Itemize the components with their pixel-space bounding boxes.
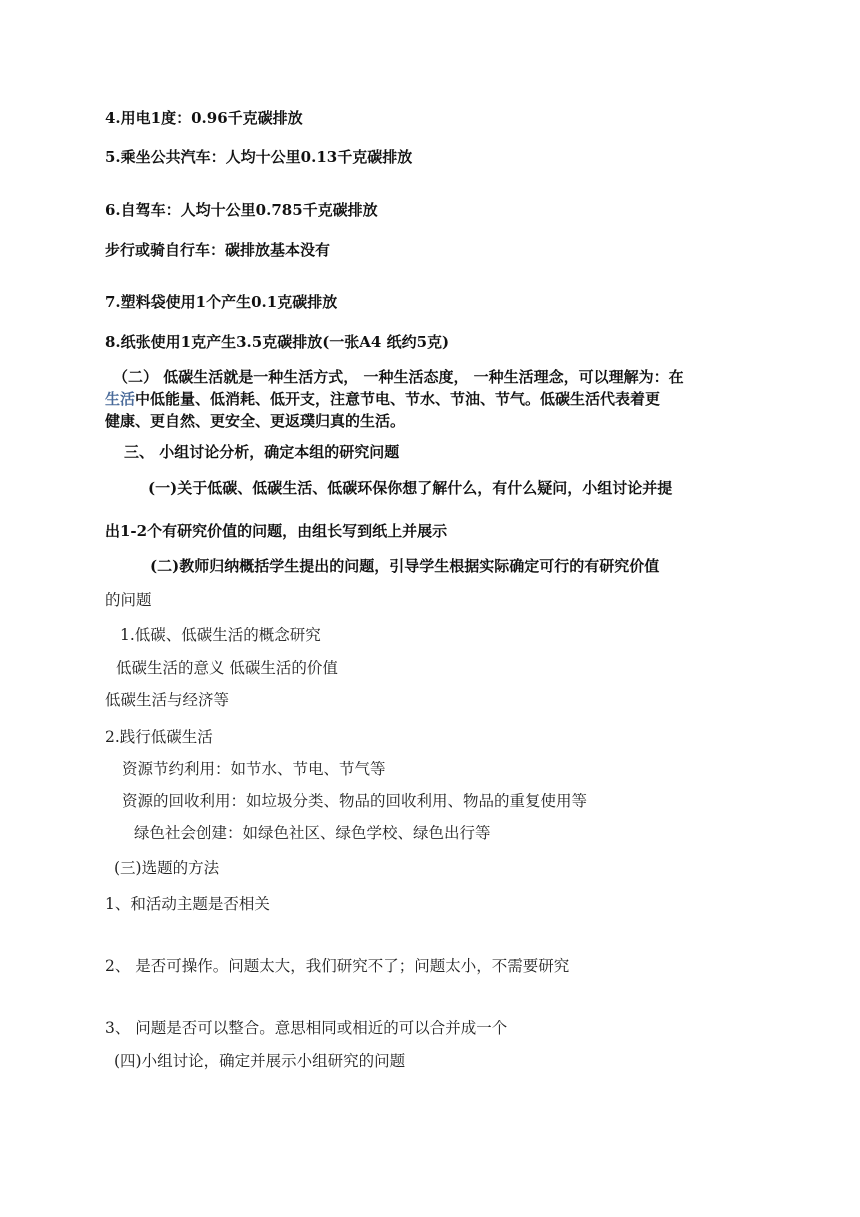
method-3: 3、 问题是否可以整合。意思相同或相近的可以合并成一个 <box>105 1019 508 1037</box>
topic-2-resource-recycling: 资源的回收利用：如垃圾分类、物品的回收利用、物品的重复使用等 <box>122 792 588 810</box>
method-1: 1、和活动主题是否相关 <box>105 895 270 913</box>
subsection-three-heading: (三)选题的方法 <box>114 859 220 877</box>
carbon-item-plastic-bag: 7.塑料袋使用1个产生0.1克碳排放 <box>105 293 338 311</box>
carbon-item-electricity: 4.用电1度：0.96千克碳排放 <box>105 109 303 127</box>
section-three-heading: 三、 小组讨论分析，确定本组的研究问题 <box>124 443 400 461</box>
topic-2-resource-saving: 资源节约利用：如节水、节电、节气等 <box>122 760 386 778</box>
topic-2-green-society: 绿色社会创建：如绿色社区、绿色学校、绿色出行等 <box>134 824 491 842</box>
subsection-one-line-1: (一)关于低碳、低碳生活、低碳环保你想了解什么，有什么疑问，小组讨论并提 <box>148 479 673 497</box>
carbon-item-car: 6.自驾车：人均十公里0.785千克碳排放 <box>105 201 378 219</box>
topic-1-heading: 1.低碳、低碳生活的概念研究 <box>120 626 321 644</box>
subsection-two-line-1: (二)教师归纳概括学生提出的问题，引导学生根据实际确定可行的有研究价值 <box>150 557 660 575</box>
definition-paragraph-line-2 <box>105 389 660 409</box>
subsection-one-line-2: 出1-2个有研究价值的问题，由组长写到纸上并展示 <box>105 522 448 540</box>
carbon-item-bus: 5.乘坐公共汽车：人均十公里0.13千克碳排放 <box>105 148 413 166</box>
definition-paragraph-line-3: 健康、更自然、更安全、更返璞归真的生活。 <box>105 412 406 430</box>
topic-2-heading: 2.践行低碳生活 <box>105 728 213 746</box>
subsection-two-line-2: 的问题 <box>105 591 152 609</box>
topic-1-details: 低碳生活的意义 低碳生活的价值 <box>116 659 338 677</box>
carbon-item-paper: 8.纸张使用1克产生3.5克碳排放(一张A4 纸约5克) <box>105 333 450 351</box>
highlighted-word: 生活 <box>105 390 136 408</box>
carbon-item-walk-bike: 步行或骑自行车：碳排放基本没有 <box>105 241 331 259</box>
definition-paragraph-line-1: （二） 低碳生活就是一种生活方式， 一种生活态度， 一种生活理念，可以理解为：在 <box>113 368 684 386</box>
method-2: 2、 是否可操作。问题太大，我们研究不了；问题太小，不需要研究 <box>105 957 570 975</box>
subsection-four-heading: (四)小组讨论，确定并展示小组研究的问题 <box>114 1052 406 1070</box>
topic-1-economy: 低碳生活与经济等 <box>105 691 230 709</box>
definition-paragraph-line-2-rest: 中低能量、低消耗、低开支，注意节电、节水、节油、节气。低碳生活代表着更 <box>135 390 661 408</box>
